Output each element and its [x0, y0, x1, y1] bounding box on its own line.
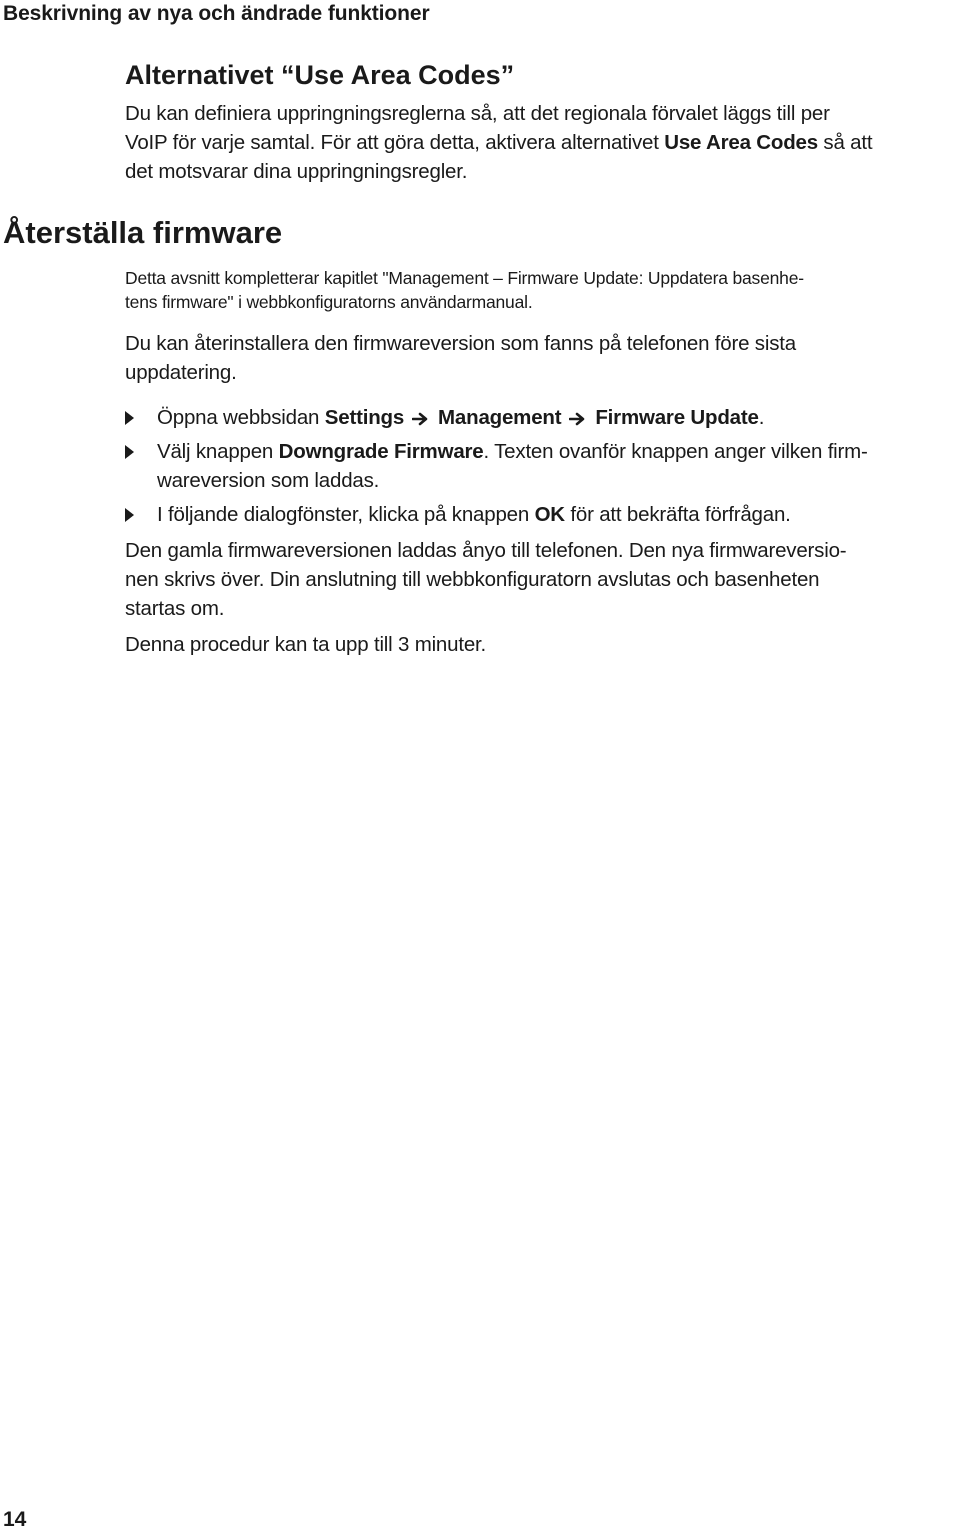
downgrade-firmware-button-label: Downgrade Firmware	[278, 440, 484, 463]
result-line-3: startas om.	[125, 597, 225, 620]
menu-path-firmware-update: Firmware Update	[595, 406, 759, 429]
arrow-right-icon	[569, 412, 585, 426]
area-codes-heading: Alternativet “Use Area Codes”	[125, 60, 515, 90]
area-codes-line-1: Du kan definiera uppringningsreglerna så, att det regionala förvalet läggs till per	[125, 102, 830, 125]
intro-line-1: Detta avsnitt kompletterar kapitlet "Management – Firmware Update: Uppdatera basenhe-	[125, 268, 804, 288]
reinstall-line-2: uppdatering.	[125, 361, 237, 384]
menu-path-management: Management	[438, 406, 562, 429]
step-3	[125, 500, 955, 529]
step-bullet-icon	[125, 411, 134, 425]
duration-note: Denna procedur kan ta upp till 3 minuter.	[125, 633, 487, 656]
result-line-2: nen skrivs över. Din anslutning till webbkonfiguratorn avslutas och basenheten	[125, 568, 820, 591]
step-1	[125, 403, 955, 432]
step-3-prefix: I följande dialogfönster, klicka på knappen	[157, 503, 535, 526]
reinstall-paragraph	[125, 329, 955, 387]
step-1-suffix: .	[758, 406, 765, 429]
step-2	[125, 437, 955, 495]
result-line-1: Den gamla firmwareversionen laddas ånyo till telefonen. Den nya firmwareversio-	[125, 539, 847, 562]
page-number: 14	[3, 1508, 27, 1531]
arrow-right-icon	[412, 412, 428, 426]
use-area-codes-option: Use Area Codes	[664, 131, 818, 154]
step-3-suffix: för att bekräfta förfrågan.	[564, 503, 791, 526]
step-bullet-icon	[125, 445, 134, 459]
step-bullet-icon	[125, 508, 134, 522]
step-1-prefix: Öppna webbsidan	[157, 406, 325, 429]
menu-path-settings: Settings	[324, 406, 405, 429]
result-paragraph	[125, 536, 955, 623]
ok-button-label: OK	[534, 503, 565, 526]
step-2-prefix: Välj knappen	[157, 440, 279, 463]
area-codes-line-3: det motsvarar dina uppringningsregler.	[125, 160, 468, 183]
area-codes-line-2b: så att	[817, 131, 873, 154]
intro-line-2: tens firmware" i webbkonfiguratorns användarmanual.	[125, 292, 533, 312]
reinstall-line-1: Du kan återinstallera den firmwareversion som fanns på telefonen före sista	[125, 332, 796, 355]
firmware-intro-paragraph	[125, 266, 955, 314]
firmware-section-heading: Återställa firmware	[3, 215, 283, 250]
running-header: Beskrivning av nya och ändrade funktioner	[3, 2, 430, 25]
area-codes-paragraph	[125, 99, 955, 186]
area-codes-line-2a: VoIP för varje samtal. För att göra detta, aktivera alternativet	[125, 131, 665, 154]
step-2-suffix-2: wareversion som laddas.	[157, 469, 380, 492]
step-2-suffix-1: . Texten ovanför knappen anger vilken firm-	[483, 440, 868, 463]
